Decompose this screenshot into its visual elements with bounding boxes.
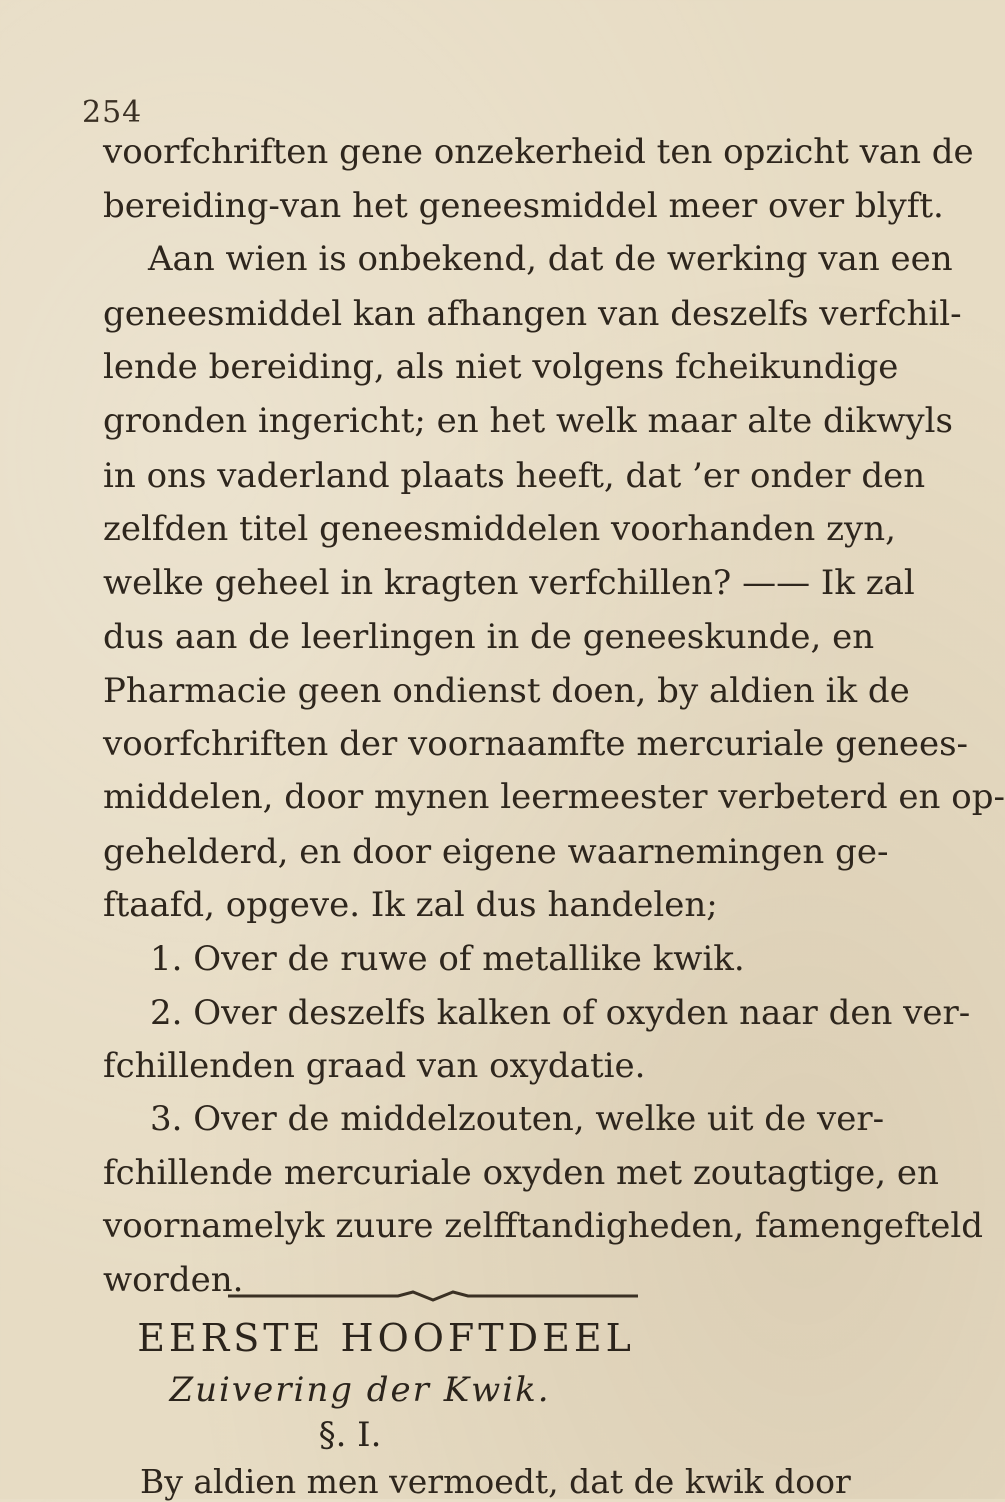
list-item: 3. Over de middelzouten, welke uit de ver-: [150, 1099, 885, 1139]
text-line: dus aan de leerlingen in de geneeskunde, en: [103, 617, 875, 657]
text-line: ftaafd, opgeve. Ik zal dus handelen;: [103, 885, 718, 925]
text-line: Pharmacie geen ondienst doen, by aldien ik de: [103, 671, 910, 711]
text-line: fchillende mercuriale oxyden met zoutagtige, en: [103, 1153, 939, 1193]
text-line: gehelderd, en door eigene waarnemingen ge-: [103, 832, 889, 872]
text-line: in ons vaderland plaats heeft, dat ’er onder den: [103, 456, 926, 496]
text-line: lende bereiding, als niet volgens fcheikundige: [103, 347, 899, 387]
text-line: bereiding-van het geneesmiddel meer over blyft.: [103, 186, 944, 226]
text-line: voornamelyk zuure zelfftandigheden, famengefteld: [103, 1206, 984, 1246]
text-line: worden.: [103, 1260, 244, 1300]
text-line: zelfden titel geneesmiddelen voorhanden zyn,: [103, 509, 896, 549]
ornamental-rule: [228, 1290, 638, 1302]
section-title: §. I.: [318, 1415, 382, 1455]
text-line: voorfchriften der voornaamfte mercuriale genees-: [103, 724, 969, 764]
text-line: By aldien men vermoedt, dat de kwik door: [140, 1462, 851, 1501]
list-item: 1. Over de ruwe of metallike kwik.: [150, 939, 745, 979]
chapter-title: Zuivering der Kwik.: [169, 1370, 551, 1410]
text-line: middelen, door mynen leermeester verbeterd en op-: [103, 777, 1005, 817]
text-line: Aan wien is onbekend, dat de werking van een: [148, 239, 953, 279]
text-line: welke geheel in kragten verfchillen? —— Ik zal: [103, 563, 915, 603]
text-line: fchillenden graad van oxydatie.: [103, 1046, 646, 1086]
text-line: geneesmiddel kan afhangen van deszelfs verfchil-: [103, 294, 962, 334]
text-line: gronden ingericht; en het welk maar alte dikwyls: [103, 401, 953, 441]
list-item: 2. Over deszelfs kalken of oxyden naar den ver-: [150, 993, 971, 1033]
page-number: 254: [82, 95, 143, 130]
part-title: EERSTE HOOFTDEEL: [137, 1316, 635, 1360]
text-line: voorfchriften gene onzekerheid ten opzicht van de: [103, 132, 974, 172]
